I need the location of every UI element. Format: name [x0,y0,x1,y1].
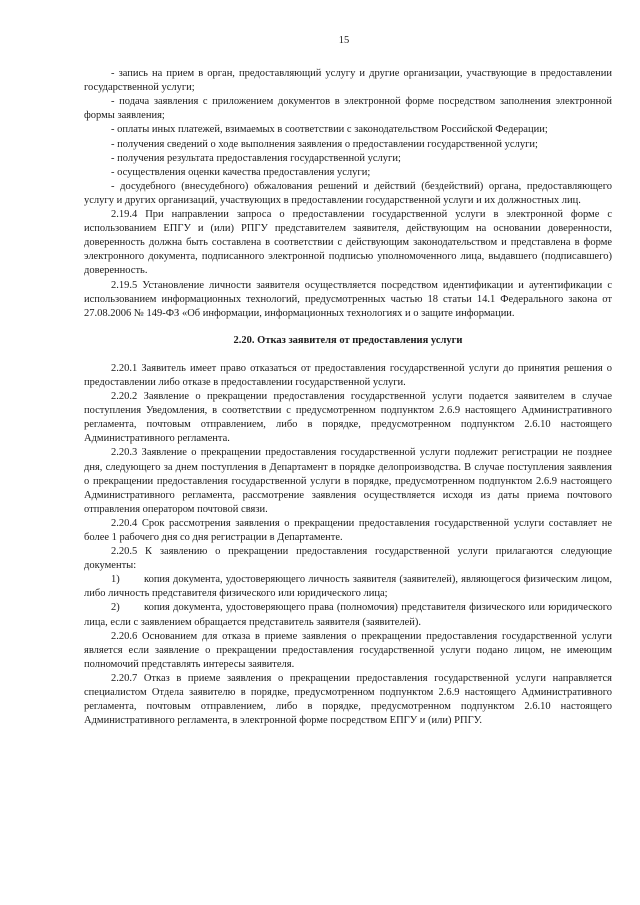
item-number: 2) [111,602,120,614]
paragraph: 2.20.1 Заявитель имеет право отказаться от предоставления государственной услуги до принятия решения о предоставлении либо отказе в предоставлении государственной услуги. [84,362,612,388]
paragraph: - подача заявления с приложением документов в электронной форме посредством заполнения электронной формы заявления; [84,96,612,122]
item-text: копия документа, удостоверяющего права (полномочия) представителя физического или юридического лица, если с заявлением обращается представитель заявителя (заявителей). [84,602,612,628]
paragraph: - осуществления оценки качества предоставления услуги; [111,166,371,178]
paragraph: 2.19.5 Установление личности заявителя осуществляется посредством идентификации и аутентификации с использованием информационных технологий, предусмотренных частью 18 статьи 14.1 Федерального закона от 27.08.2006 № 149-ФЗ «Об информации, информационных технологиях и о защите информации. [84,279,612,319]
paragraph: 2.20.2 Заявление о прекращении предоставления государственной услуги подается заявителем в случае поступления Уведомления, в соответствии с предусмотренном подпунктом 2.6.9 настоящего Административного регламента, почтовым отправлением, либо в порядке, предусмотренном подпунктом 2.6.10 настоящего Административного регламента. [84,391,612,445]
paragraph: 2.19.4 При направлении запроса о предоставлении государственной услуги в электронной форме с использованием ЕПГУ и (или) РПГУ представителем заявителя, действующим на основании доверенности, доверенность должна быть составлена в соответствии с действующим законодательством и представлена в форме электронного документа, подписанного электронной подписью уполномоченного лица, выдавшего (подписавшего) доверенность. [84,209,612,277]
paragraph: - оплаты иных платежей, взимаемых в соответствии с законодательством Российской Федерации; [111,124,548,136]
item-text: копия документа, удостоверяющего личность заявителя (заявителей), являющегося физическим лицом, либо личность представителя физического или юридического лица; [84,574,612,600]
numbered-item [84,601,612,629]
numbered-item [84,573,612,601]
paragraph: 2.20.6 Основанием для отказа в приеме заявления о прекращении предоставления государственной услуги является если заявление о прекращении предоставления государственной услуги подано лицом, не имеющим полномочий представлять интересы заявителя. [84,630,612,670]
document-page [84,34,612,728]
paragraph: - запись на прием в орган, предоставляющий услугу и другие организации, участвующие в предоставлении государственной услуги; [84,68,612,94]
section-heading: 2.20. Отказ заявителя от предоставления услуги [233,334,463,346]
paragraph: 2.20.3 Заявление о прекращении предоставления государственной услуги подлежит регистрации не позднее дня, следующего за днем поступления в Департамент в порядке делопроизводства. В случае поступления заявления о прекращении предоставления государственной услуги в порядке, предусмотренном подпунктом 2.6.9 настоящего Административного регламента, рассмотрение заявления осуществляется исходя из даты приема почтового отправления оператором почтовой связи. [84,447,612,515]
item-number: 1) [111,574,120,586]
page-number: 15 [338,35,350,46]
paragraph: - получения результата предоставления государственной услуги; [111,152,401,164]
paragraph: 2.20.5 К заявлению о прекращении предоставления государственной услуги прилагаются следующие документы: [84,546,612,572]
paragraph: 2.20.7 Отказ в приеме заявления о прекращении предоставления государственной услуги направляется специалистом Отдела заявителю в порядке, предусмотренном подпунктом 2.6.9 настоящего Административного регламента, почтовым отправлением, либо в порядке, предусмотренном подпунктом 2.6.10 настоящего Административного регламента, в электронной форме посредством ЕПГУ и (или) РПГУ. [84,672,612,727]
paragraph: - досудебного (внесудебного) обжалования решений и действий (бездействий) органа, предоставляющего услугу и других организаций, участвующих в предоставлении государственной услуги и их должностных лиц. [84,180,612,206]
paragraph: - получения сведений о ходе выполнения заявления о предоставлении государственной услуги; [111,138,538,150]
paragraph: 2.20.4 Срок рассмотрения заявления о прекращении предоставления государственной услуги составляет не более 1 рабочего дня со дня регистрации в Департаменте. [84,517,612,543]
